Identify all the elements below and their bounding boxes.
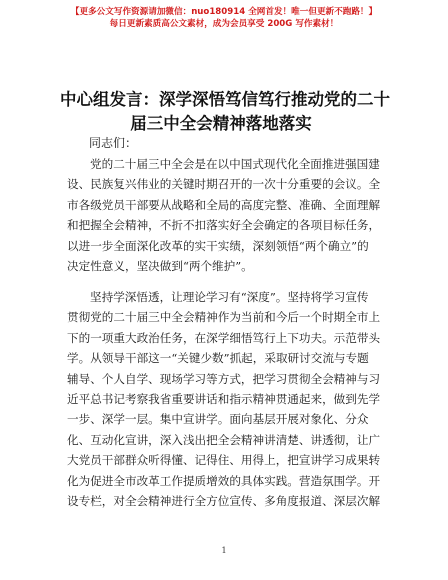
paragraph-line: 和把握全会精神，不折不扣落实好全会确定的各项目标任务， bbox=[67, 218, 381, 233]
document-title bbox=[60, 88, 390, 136]
salutation: 同志们： bbox=[89, 136, 138, 150]
paragraph-line: 学。从领导干部这一“关键少数”抓起，采取研讨交流与专题 bbox=[67, 351, 369, 366]
paragraph-line: 以进一步全面深化改革的实干实绩，深刻领悟“两个确立”的 bbox=[67, 238, 369, 253]
paragraph-line: 近平总书记考察我省重要讲话和指示精神贯通起来，做到先学 bbox=[67, 392, 381, 407]
paragraph-line: 下的一项重大政治任务，在深学细悟笃行上下功夫。示范带头 bbox=[67, 330, 381, 345]
paragraph-line: 大党员干部群众听得懂、记得住、用得上，把宣讲学习成果转 bbox=[67, 453, 381, 468]
title-line-1: 中心组发言：深学深悟笃信笃行推动党的二十 bbox=[60, 90, 390, 109]
paragraph-line: 决定性意义，坚决做到“两个维护”。 bbox=[67, 259, 253, 274]
paragraph-line: 设专栏，对全会精神进行全方位宣传、多角度报道、深层次解 bbox=[67, 494, 381, 509]
paragraph-line: 贯彻党的二十届三中全会精神作为当前和今后一个时期全市上 bbox=[67, 310, 381, 325]
paragraph-line: 化、互动化宣讲，深入浅出把全会精神讲清楚、讲透彻，让广 bbox=[67, 432, 381, 447]
promo-line-1: 【更多公文写作资源请加微信：nuo180914 全网首发！唯一但更新不跑路！】 bbox=[70, 7, 378, 17]
paragraph-line: 市各级党员干部要从战略和全局的高度完整、准确、全面理解 bbox=[67, 197, 381, 212]
promo-line-2: 每日更新素质高公文素材，成为会员享受 200G 写作素材！ bbox=[109, 19, 339, 29]
paragraph-line: 一步、深学一层。集中宣讲学。面向基层开展对象化、分众 bbox=[67, 412, 369, 427]
paragraph-2 bbox=[67, 287, 389, 511]
paragraph-line: 辅导、个人自学、现场学习等方式，把学习贯彻全会精神与习 bbox=[67, 371, 381, 386]
promo-banner bbox=[0, 6, 448, 30]
paragraph-line: 党的二十届三中全会是在以中国式现代化全面推进强国建 bbox=[90, 157, 380, 171]
paragraph-1 bbox=[67, 154, 389, 276]
page-number: 1 bbox=[221, 546, 227, 555]
paragraph-line: 坚持学深悟透，让理论学习有“深度”。坚持将学习宣传 bbox=[90, 290, 369, 304]
paragraph-line: 设、民族复兴伟业的关键时期召开的一次十分重要的会议。全 bbox=[67, 177, 381, 192]
title-line-2: 届三中全会精神落地落实 bbox=[130, 114, 312, 133]
paragraph-line: 化为促进全市改革工作提质增效的具体实践。营造氛围学。开 bbox=[67, 473, 381, 488]
